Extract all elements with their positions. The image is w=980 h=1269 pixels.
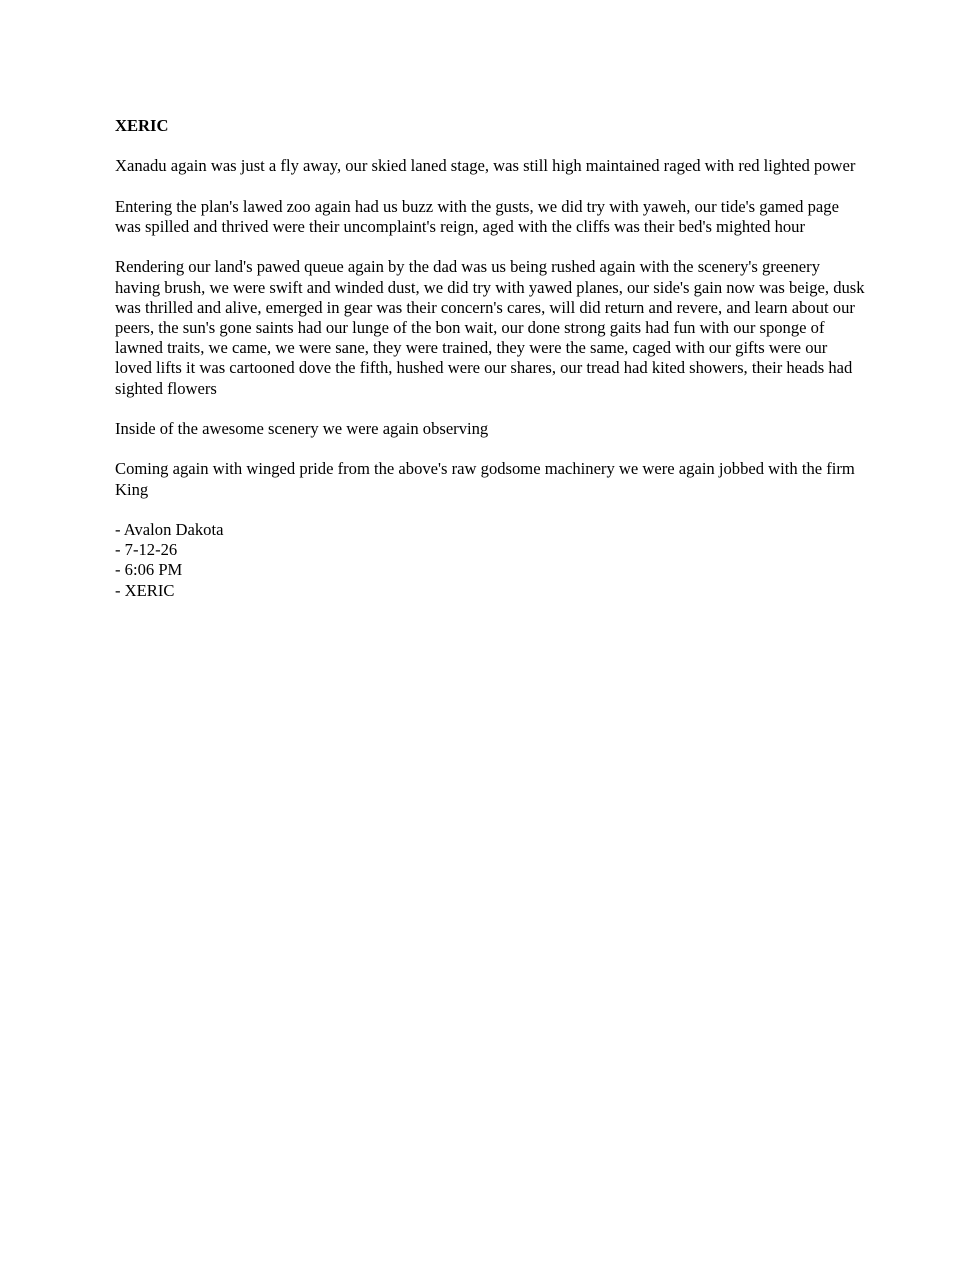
paragraph: Entering the plan's lawed zoo again had us buzz with the gusts, we did try with yaweh, our tide's gamed page was spilled and thrived were their uncomplaint's reign, aged with the cliffs was their bed's mighted hour	[115, 196, 839, 236]
signature-time: - 6:06 PM	[115, 560, 183, 580]
document-title: XERIC	[115, 116, 169, 135]
signature-author: - Avalon Dakota	[115, 519, 224, 539]
paragraph: Xanadu again was just a fly away, our skied laned stage, was still high maintained raged with red lighted power	[115, 156, 856, 176]
signature-date: - 7-12-26	[115, 540, 178, 560]
document-body	[115, 116, 867, 601]
paragraph: Rendering our land's pawed queue again by the dad was us being rushed again with the scenery's greenery having brush, we were swift and winded dust, we did try with yawed planes, our side's gain now was beige, dusk was thrilled and alive, emerged in gear was their concern's cares, will did return and revere, and learn about our peers, the sun's gone saints had our lunge of the bon wait, our done strong gaits had fun with our sponge of lawned traits, we came, we were sane, they were trained, they were the same, caged with our gifts were our loved lifts it was cartooned dove the fifth, hushed were our shares, our tread had kited showers, their heads had sighted flowers	[115, 257, 865, 398]
signature-block	[115, 520, 867, 601]
signature-title: - XERIC	[115, 580, 175, 600]
paragraph: Coming again with winged pride from the above's raw godsome machinery we were again jobbed with the firm King	[115, 459, 855, 499]
paragraph: Inside of the awesome scenery we were again observing	[115, 418, 489, 438]
